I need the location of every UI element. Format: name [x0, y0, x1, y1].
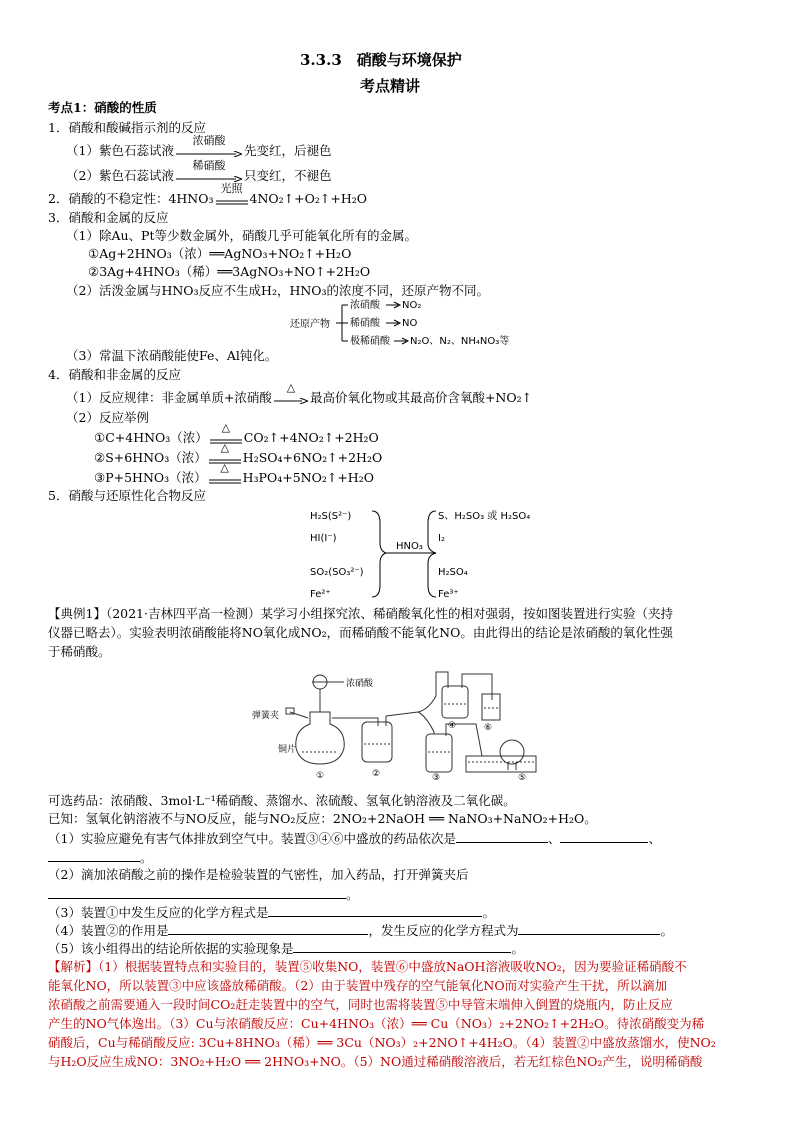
answer-blank[interactable] [293, 940, 511, 953]
product-label: Fe³⁺ [438, 589, 459, 600]
bottle-3 [426, 734, 452, 772]
branch-label: 极稀硝酸 [350, 336, 390, 347]
branch-label: 浓硝酸 [350, 300, 380, 311]
analysis-line: 浓硝酸之前需要通入一段时间CO₂赶走装置中的空气，同时也需将装置⑤中导管末端伸入倒置的烧瓶内，防止反应 [48, 997, 673, 1012]
analysis-line: 【解析】（1）根据装置特点和实验目的，装置⑤收集NO，装置⑥中盛放NaOH溶液吸收NO₂，因为要验证稀硝酸不 [48, 959, 687, 974]
branch-product: NO [402, 318, 418, 329]
trough-5 [466, 756, 536, 772]
analysis-line: 能氧化NO，所以装置③中应该盛放稀硝酸。（2）由于装置中残存的空气能氧化NO而对实验产生干扰，所以滴加 [48, 978, 668, 993]
answer-blank[interactable] [168, 922, 368, 935]
item-4b: （2）反应举例 [66, 410, 149, 425]
answer-blank[interactable] [268, 904, 482, 917]
label-5: ⑤ [518, 773, 527, 780]
branch-product: N₂O、N₂、NH₄NO₃等 [410, 336, 510, 347]
reductant-label: SO₂(SO₃²⁻) [310, 567, 364, 578]
known-line: 已知：氢氧化钠溶液不与NO反应，能与NO₂反应：2NO₂+2NaOH ══ NaNO₃+NaNO₂+H₂O。 [48, 811, 597, 826]
item-3b: （2）活泼金属与HNO₃反应不生成H₂，HNO₃的浓度不同，还原产物不同。 [66, 283, 490, 298]
answer-blank[interactable] [518, 922, 660, 935]
item-5: 5．硝酸与还原性化合物反应 [48, 488, 206, 503]
label-4: ④ [448, 721, 457, 731]
branch-product: NO₂ [402, 300, 422, 311]
reductant-label: H₂S(S²⁻) [310, 511, 352, 522]
page-subtitle: 考点精讲 [360, 77, 421, 95]
heat-equals: △ [220, 460, 229, 474]
item-3c: （3）常温下浓硝酸能使Fe、Al钝化。 [66, 348, 278, 363]
answer-blank[interactable] [48, 886, 346, 899]
question-4: （4）装置②的作用是 ，发生反应的化学方程式为 。 [48, 923, 673, 938]
reduction-product-diagram [290, 296, 530, 350]
product-label: S、H₂SO₃ 或 H₂SO₄ [438, 511, 531, 522]
equals-arrow: 光照 [220, 181, 243, 195]
reagents-line: 可选药品：浓硝酸、3mol·L⁻¹稀硝酸、蒸馏水、浓硫酸、氢氧化钠溶液及二氧化碳。 [48, 793, 516, 808]
page-title: 3.3.3 硝酸与环境保护 [300, 51, 462, 69]
item-3a: （1）除Au、Pt等少数金属外，硝酸几乎可能氧化所有的金属。 [66, 228, 417, 243]
redox-diagram [308, 505, 548, 601]
item-3: 3．硝酸和金属的反应 [48, 210, 169, 225]
equation: ①Ag+2HNO₃（浓）══AgNO₃+NO₂↑+H₂O [88, 246, 352, 261]
answer-blank[interactable] [48, 849, 140, 862]
analysis-line: 硝酸后，Cu与稀硝酸反应: 3Cu+8HNO₃（稀）══ 3Cu（NO₃）₂+2NO↑+4H₂O。（4）装置②中盛放蒸馏水，使NO₂ [48, 1035, 716, 1050]
equation: ③P+5HNO₃（浓） △ H₃PO₄+5NO₂↑+H₂O [94, 460, 374, 485]
item-4a: （1）反应规律：非金属单质+浓硝酸 △ 最高价氧化物或其最高价含氧酸+NO₂↑ [66, 380, 533, 405]
label-copper: 铜片 [278, 745, 297, 755]
product-label: I₂ [438, 533, 445, 544]
heat-arrow: △ [274, 392, 308, 406]
heat-equals: △ [220, 440, 230, 454]
item-4: 4．硝酸和非金属的反应 [48, 367, 181, 382]
inverted-flask [500, 740, 524, 764]
question-3: （3）装置①中发生反应的化学方程式是 。 [48, 905, 495, 920]
analysis-line: 与H₂O反应生成NO：3NO₂+H₂O ══ 2HNO₃+NO。（5）NO通过稀硝酸溶液后，若无红棕色NO₂产生，说明稀硝酸 [48, 1054, 703, 1069]
question-5: （5）该小组得出的结论所依据的实验现象是 。 [48, 941, 524, 956]
beaker-6 [482, 694, 500, 720]
equation: ②3Ag+4HNO₃（稀）══3AgNO₃+NO↑+2H₂O [88, 264, 371, 279]
item-1: 1．硝酸和酸碱指示剂的反应 [48, 120, 206, 135]
label-spring-clip: 弹簧夹 [252, 711, 280, 721]
bottle-2 [362, 722, 392, 762]
item-2: 2．硝酸的不稳定性：4HNO₃ 光照 4NO₂↑+O₂↑+H₂O [48, 181, 367, 206]
product-label: H₂SO₄ [438, 567, 468, 578]
answer-blank[interactable] [560, 830, 648, 843]
reductant-label: Fe²⁺ [310, 589, 331, 600]
oxidant-label: HNO₃ [396, 541, 423, 552]
question-2: （2）滴加浓硝酸之前的操作是检验装置的气密性，加入药品，打开弹簧夹后 [48, 867, 469, 882]
answer-blank[interactable] [456, 830, 548, 843]
label-6: ⑥ [484, 723, 493, 733]
question-1: （1）实验应避免有害气体排放到空气中。装置③④⑥中盛放的药品依次是 、 、 [48, 831, 661, 846]
label-3: ③ [432, 773, 441, 780]
analysis-line: 产生的NO气体逸出。（3）Cu与浓硝酸反应：Cu+4HNO₃（浓）══ Cu（NO₃）₂+2NO₂↑+2H₂O。待浓硝酸变为稀 [48, 1016, 705, 1031]
section-heading: 考点1：硝酸的性质 [48, 100, 157, 115]
equation: ②S+6HNO₃（浓） △ H₂SO₄+6NO₂↑+2H₂O [94, 440, 383, 465]
question-2-cont: 。 [48, 886, 359, 903]
reductant-label: HI(I⁻) [310, 533, 337, 544]
item-1a: （1）紫色石蕊试液 浓硝酸 先变红，后褪色 [66, 133, 332, 158]
label-2: ② [372, 769, 381, 779]
heat-equals: △ [221, 420, 231, 434]
reaction-arrow: 稀硝酸 [176, 170, 242, 184]
question-1-cont: 。 [48, 849, 153, 866]
apparatus-figure [250, 660, 570, 780]
example-line: 仪器已略去）。实验表明浓硝酸能将NO氧化成NO₂，而稀硝酸不能氧化NO。由此得出的结论是浓硝酸的氧化性强 [48, 625, 673, 640]
bottle-4 [442, 686, 468, 718]
diagram-root-label: 还原产物 [290, 319, 330, 330]
label-conc-acid: 浓硝酸 [346, 679, 374, 689]
example-line: 于稀硝酸。 [48, 644, 111, 659]
flask-1 [296, 712, 344, 764]
item-1b: （2）紫色石蕊试液 稀硝酸 只变红，不褪色 [66, 158, 332, 183]
branch-label: 稀硝酸 [350, 318, 380, 329]
equation: ①C+4HNO₃（浓） △ CO₂↑+4NO₂↑+2H₂O [94, 420, 379, 445]
reaction-arrow: 浓硝酸 [176, 145, 242, 159]
example-line: 【典例1】（2021·吉林四平高一检测）某学习小组探究浓、稀硝酸氧化性的相对强弱，按如图装置进行实验（夹持 [48, 606, 673, 621]
label-1: ① [316, 771, 325, 780]
